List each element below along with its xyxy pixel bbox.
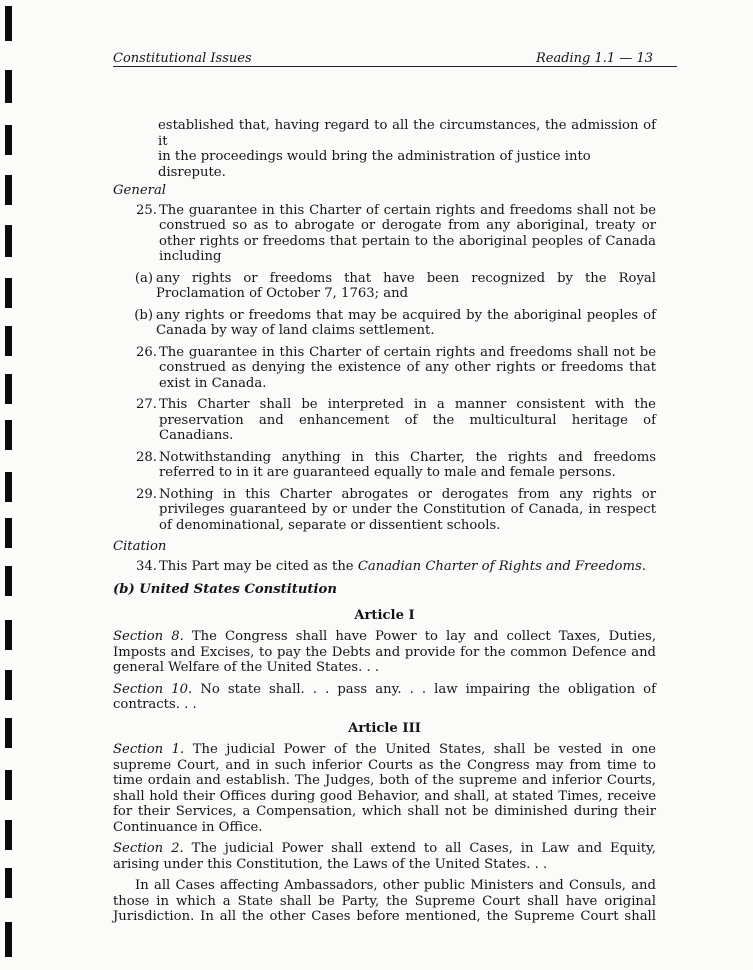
section-text: The judicial Power shall extend to all Cases, in Law and Equity, arising under this Constitution, the Laws of the United States. . . (113, 841, 656, 872)
clause-text: any rights or freedoms that may be acquired by the aboriginal peoples of Canada by way of land claims settlement. (156, 307, 656, 338)
header-page-ref: Reading 1.1 — 13 (535, 51, 653, 66)
citation-heading: Citation (113, 539, 167, 554)
section-25 (113, 203, 656, 265)
binding-mark (5, 922, 12, 957)
section-text: Notwithstanding anything in this Charter, the rights and freedoms referred to in it are guaranteed equally to male and female persons. (159, 449, 656, 480)
article-1-section-10 (113, 682, 656, 713)
binding-mark (5, 125, 12, 155)
intro-line: in the proceedings would bring the administration of justice into disrepute. (158, 149, 591, 180)
section-text: The guarantee in this Charter of certain rights and freedoms shall not be construed so as to abrogate or derogate from any aboriginal, treaty or other rights or freedoms that pertain to the aboriginal peoples of Canada including (159, 202, 656, 264)
section-label: Section 8. (113, 629, 184, 644)
intro-line: established that, having regard to all the circumstances, the admission of it (158, 118, 656, 149)
section-text: The guarantee in this Charter of certain rights and freedoms shall not be construed as denying the existence of any other rights or freedoms that exist in Canada. (159, 344, 656, 391)
section-28 (113, 450, 656, 481)
section-29 (113, 487, 656, 534)
binding-mark (5, 718, 12, 748)
section-number: 34. (136, 558, 157, 574)
charter-title: Canadian Charter of Rights and Freedoms (357, 558, 642, 574)
section-text: Nothing in this Charter abrogates or derogates from any rights or privileges guaranteed by or under the Constitution of Canada, in respect of denominational, separate or dissentient schools. (159, 486, 656, 533)
us-constitution-heading: (b) United States Constitution (113, 582, 337, 597)
section-27 (113, 397, 656, 444)
section-label: Section 10. (113, 681, 193, 697)
general-heading: General (113, 183, 167, 198)
section-text: This Charter shall be interpreted in a manner consistent with the preservation and enhancement of the multicultural heritage of Canadians. (159, 397, 656, 443)
article-3-section-1 (113, 742, 656, 835)
binding-mark (5, 225, 12, 257)
section-text: The Congress shall have Power to lay and collect Taxes, Duties, Imposts and Excises, to pay the Debts and provide for the common Defence and general Welfare of the United States. . . (113, 629, 657, 675)
binding-mark (5, 175, 12, 205)
section-text (158, 559, 656, 575)
binding-mark (5, 374, 12, 404)
running-header (113, 50, 677, 67)
binding-mark (5, 868, 12, 898)
binding-mark (5, 620, 12, 650)
binding-mark (5, 472, 12, 502)
section-number: 29. (136, 486, 157, 502)
section-text: The judicial Power of the United States, shall be vested in one supreme Court, and in such inferior Courts as the Congress may from time to time ordain and establish. The Judges, both of the supreme and inferior Courts, shall hold their Offices during good Behavior, and shall, at stated Times, receive for their Services, a Compensation, which shall not be diminished during their Continuance in Office. (113, 742, 656, 835)
section-26 (113, 345, 656, 392)
section-label: Section 1. (113, 742, 185, 757)
binding-mark (5, 670, 12, 700)
clause-letter: (a) (134, 270, 153, 286)
section-number: 25. (136, 202, 157, 218)
header-title: Constitutional Issues (113, 51, 252, 66)
section-25-a (113, 271, 656, 302)
section-number: 27. (136, 397, 157, 412)
article-3-title: Article III (348, 720, 421, 736)
section-34 (113, 559, 656, 575)
binding-mark (5, 820, 12, 850)
binding-mark (5, 278, 12, 308)
binding-mark (5, 420, 12, 450)
section-number: 26. (136, 344, 157, 360)
binding-mark (5, 518, 12, 548)
binding-mark (5, 70, 12, 103)
citation-lead: This Part may be cited as the (159, 558, 358, 574)
article-1-title: Article I (354, 607, 415, 623)
article-3-section-2 (113, 841, 656, 872)
page-body (113, 118, 656, 925)
section-label: Section 2. (113, 841, 184, 856)
binding-mark (5, 326, 12, 356)
citation-end: . (641, 558, 646, 574)
clause-text: any rights or freedoms that have been recognized by the Royal Proclamation of October 7, 1763; and (156, 270, 656, 301)
binding-mark (5, 6, 12, 41)
section-text: No state shall. . . pass any. . . law impairing the obligation of contracts. . . (113, 681, 657, 712)
binding-mark (5, 770, 12, 800)
section-number: 28. (136, 449, 157, 465)
clause-letter: (b) (134, 307, 153, 323)
section-25-b (113, 308, 656, 339)
article-1-section-8 (113, 629, 656, 676)
binding-mark (5, 566, 12, 596)
article-3-section-2-continued: In all Cases affecting Ambassadors, other public Ministers and Consuls, and those in which a State shall be Party, the Supreme Court shall have original Jurisdiction. In all the other Cases before mentioned, the Supreme Court shall (113, 878, 656, 924)
